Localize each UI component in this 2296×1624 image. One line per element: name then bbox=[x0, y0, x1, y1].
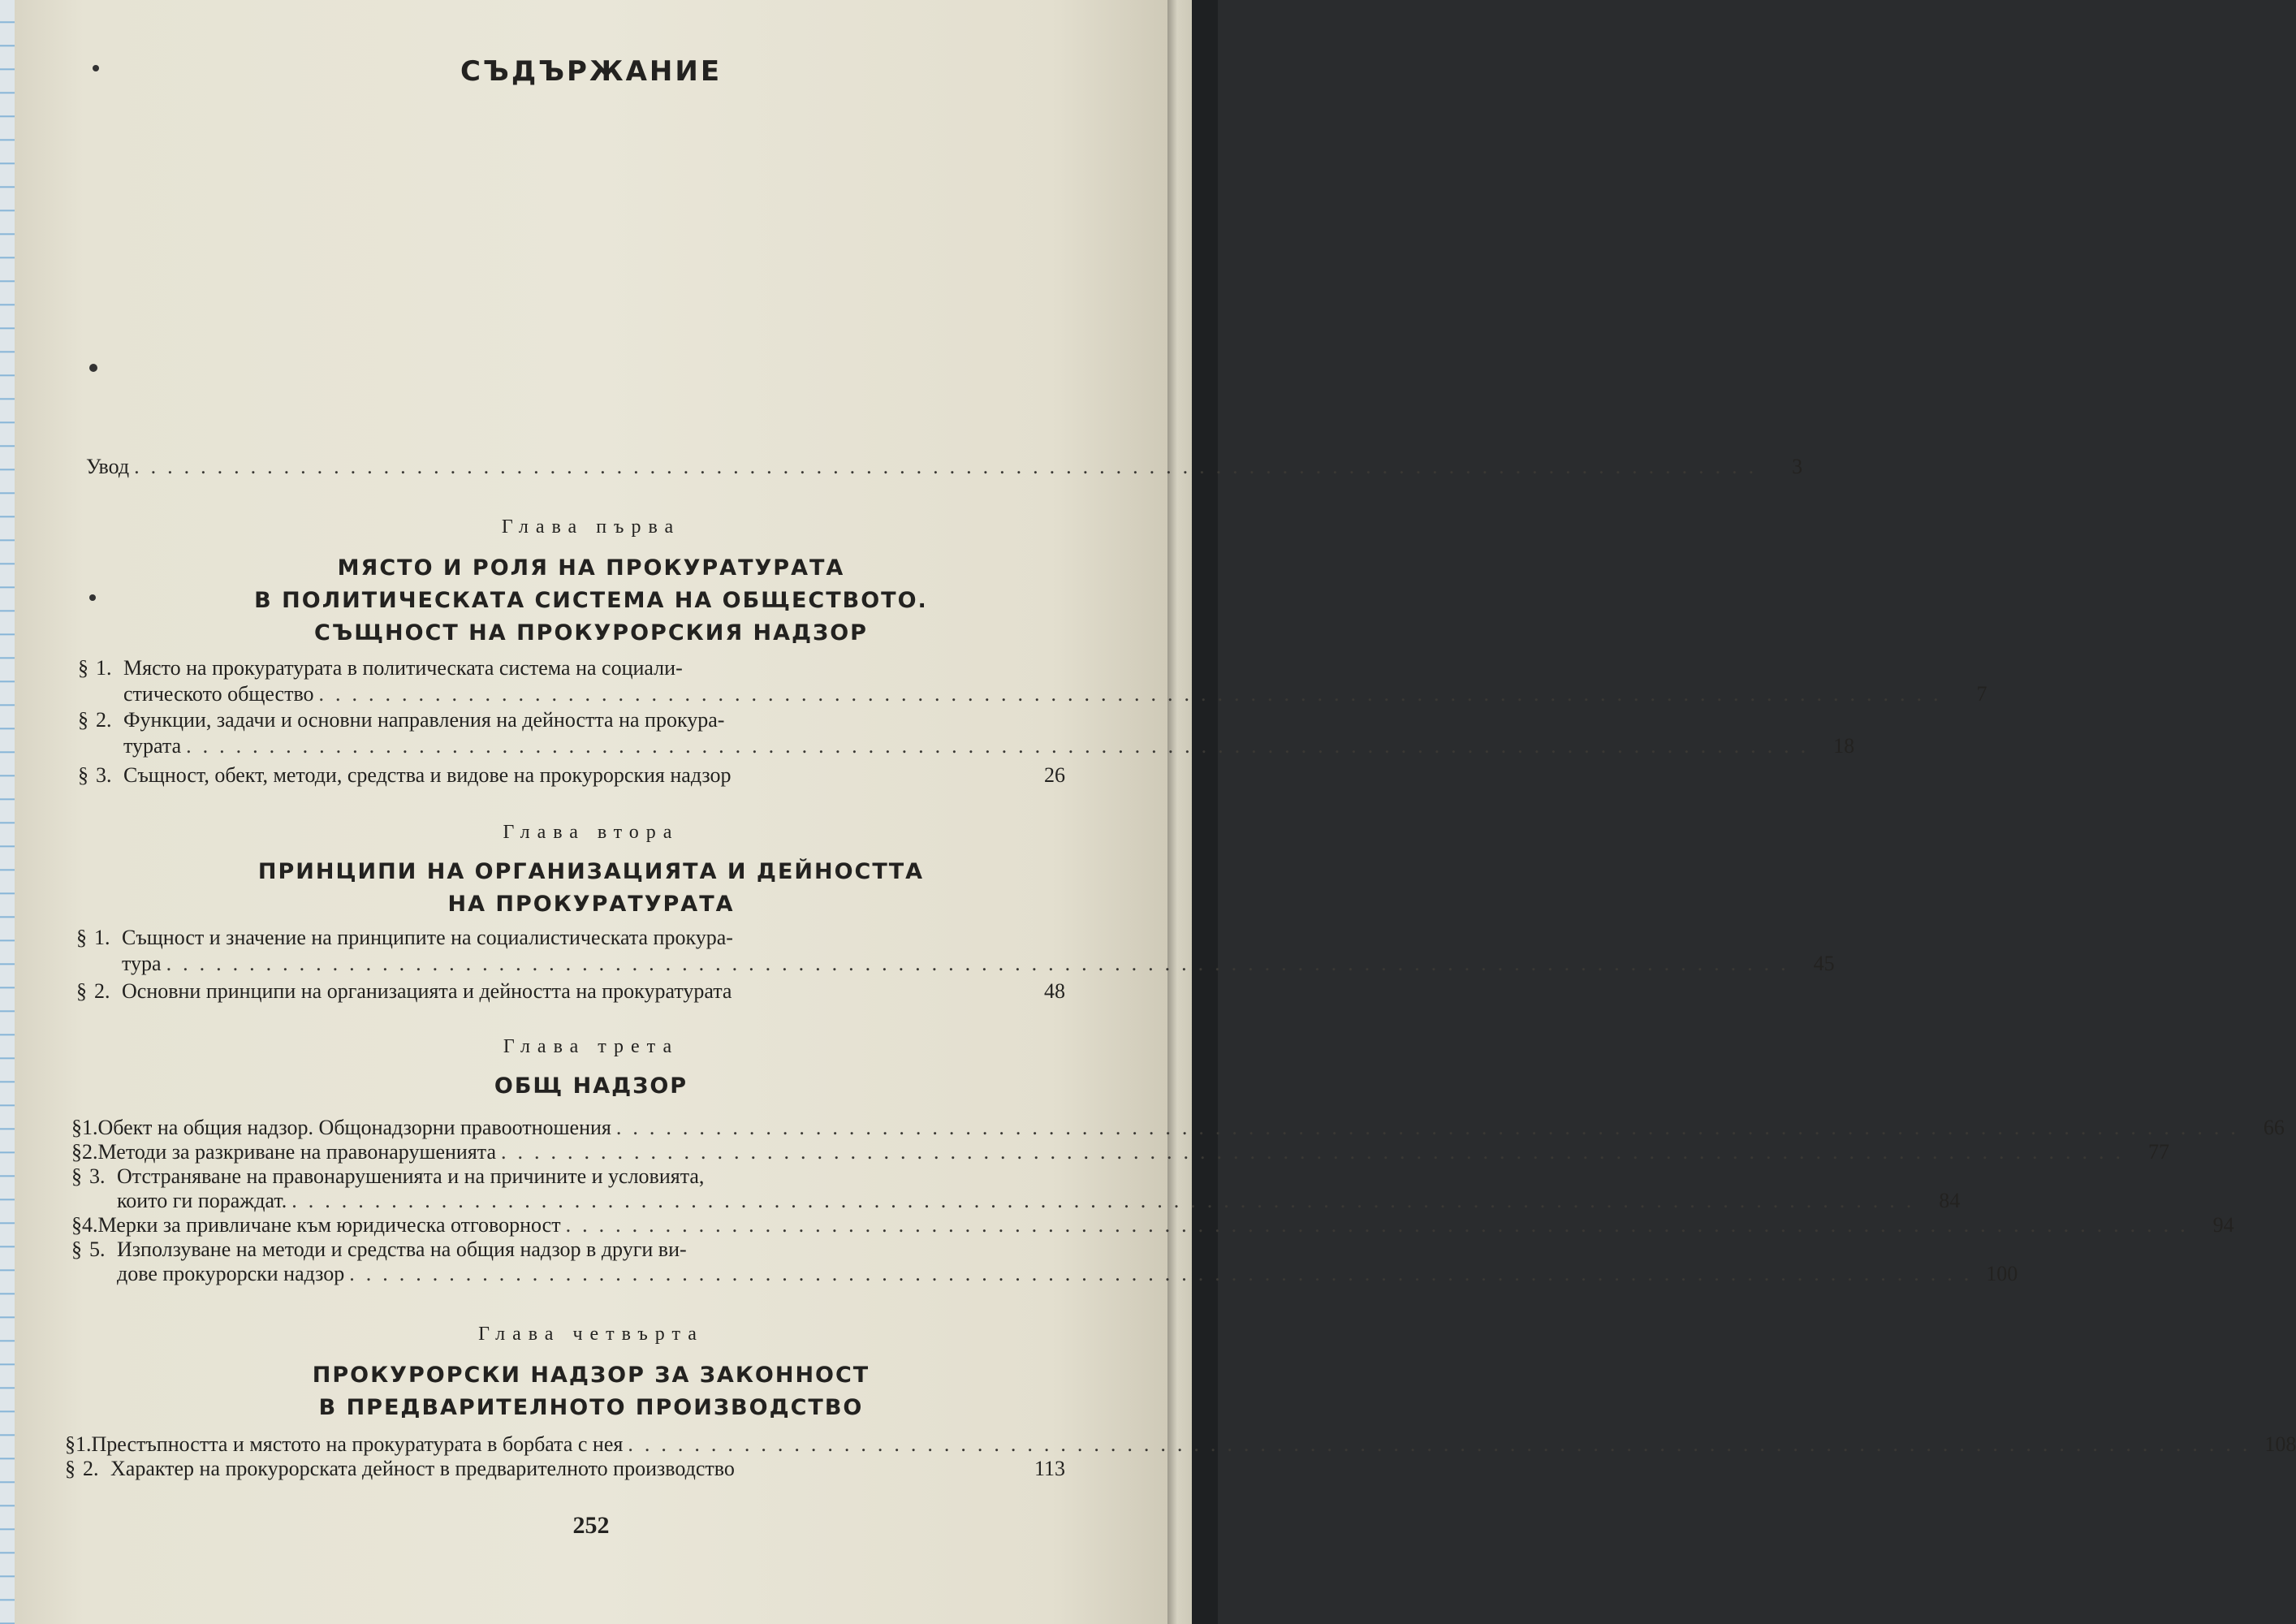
toc-entry-page: 77 bbox=[2148, 1140, 2170, 1164]
toc-entry[interactable]: § 1. Престъпността и мястото на прокуратурата в борбата с нея .................................................................................................. 108 bbox=[65, 1432, 2296, 1456]
toc-entry[interactable]: § 2. Функции, задачи и основни направления на дейността на прокура- bbox=[78, 708, 725, 732]
toc-entry[interactable]: § 5. Използуване на методи и средства на общия надзор в други ви- bbox=[71, 1237, 687, 1261]
toc-entry-page: 18 bbox=[1833, 734, 1855, 758]
leader-dots: .................................................................................................. bbox=[166, 952, 1798, 975]
leader-dots: .................................................................................................. bbox=[501, 1140, 2133, 1164]
leader-dots: .................................................................................................. bbox=[186, 734, 1818, 758]
toc-entry[interactable]: § 1. Обект на общия надзор. Общонадзорни правоотношения .................................................................................................. 66 bbox=[71, 1116, 2285, 1139]
toc-entry-page: 66 bbox=[2263, 1116, 2285, 1139]
toc-entry[interactable]: § 2. Методи за разкриване на правонарушенията .................................................................................................. 77 bbox=[71, 1140, 2170, 1164]
print-speck bbox=[89, 364, 97, 372]
toc-entry-continuation[interactable]: които ги пораждат. .................................................................................................. 84 bbox=[117, 1189, 1961, 1212]
toc-entry-page: 48 bbox=[1044, 979, 1065, 1003]
chapter-4-title: ПРОКУРОРСКИ НАДЗОР ЗА ЗАКОННОСТ В ПРЕДВАРИТЕЛНОТО ПРОИЗВОДСТВО bbox=[312, 1363, 870, 1420]
page-title: СЪДЪРЖАНИЕ bbox=[460, 55, 723, 88]
toc-entry-continuation[interactable]: тура .................................................................................................. 45 bbox=[122, 952, 1835, 975]
toc-entry[interactable]: § 2. Основни принципи на организацията и дейността на прокуратурата 48 bbox=[76, 979, 1065, 1003]
facing-page-edge bbox=[0, 0, 15, 1624]
next-sheet-edge bbox=[1167, 0, 1192, 1624]
toc-entry-page: 108 bbox=[2264, 1432, 2296, 1456]
background bbox=[1192, 0, 1218, 1624]
leader-dots: .................................................................................................. bbox=[565, 1213, 2197, 1237]
chapter-2-label: Глава втора bbox=[503, 822, 680, 843]
toc-entry[interactable]: § 2. Характер на прокурорската дейност в предварителното производство 113 bbox=[65, 1457, 1065, 1480]
book-page bbox=[15, 0, 2296, 1624]
toc-entry[interactable]: § 3. Отстраняване на правонарушенията и на причините и условията, bbox=[71, 1164, 705, 1188]
toc-entry-continuation[interactable]: турата .................................................................................................. 18 bbox=[123, 734, 1855, 758]
leader-dots: .................................................................................................. bbox=[349, 1262, 1981, 1285]
toc-entry-page: 100 bbox=[1986, 1262, 2018, 1285]
toc-entry[interactable]: § 1. Място на прокуратурата в политическата система на социали- bbox=[78, 656, 683, 680]
toc-entry-page: 26 bbox=[1044, 763, 1065, 787]
toc-entry-page: 7 bbox=[1976, 682, 1987, 706]
toc-entry-page: 45 bbox=[1813, 952, 1835, 975]
chapter-1-label: Глава първа bbox=[501, 516, 681, 538]
toc-entry-page: 3 bbox=[1792, 455, 1803, 478]
toc-entry[interactable]: § 3. Същност, обект, методи, средства и видове на прокурорския надзор 26 bbox=[78, 763, 1065, 787]
leader-dots: .................................................................................................. bbox=[628, 1432, 2259, 1456]
chapter-1-title: МЯСТО И РОЛЯ НА ПРОКУРАТУРАТА В ПОЛИТИЧЕСКАТА СИСТЕМА НА ОБЩЕСТВОТО. СЪЩНОСТ НА ПРОКУРОРСКИЯ НАДЗОР bbox=[254, 555, 928, 646]
toc-entry-page: 94 bbox=[2212, 1213, 2234, 1237]
chapter-2-title: ПРИНЦИПИ НА ОРГАНИЗАЦИЯТА И ДЕЙНОСТТА НА ПРОКУРАТУРАТА bbox=[257, 859, 925, 917]
chapter-4-label: Глава четвърта bbox=[478, 1324, 704, 1345]
toc-entry-continuation[interactable]: стическото общество .................................................................................................. 7 bbox=[123, 682, 1987, 706]
leader-dots: .................................................................................................. bbox=[134, 455, 1766, 478]
toc-entry-label: Увод bbox=[86, 455, 130, 478]
toc-entry-intro[interactable] bbox=[86, 455, 1803, 478]
leader-dots: .................................................................................................. bbox=[318, 682, 1950, 706]
toc-entry-continuation[interactable]: дове прокурорски надзор .................................................................................................. 100 bbox=[117, 1262, 2018, 1285]
toc-entry-page: 113 bbox=[1034, 1457, 1065, 1480]
leader-dots: .................................................................................................. bbox=[291, 1189, 1923, 1212]
chapter-3-label: Глава трета bbox=[503, 1036, 680, 1057]
toc-entry-page: 84 bbox=[1939, 1189, 1961, 1212]
page-number: 252 bbox=[572, 1512, 610, 1539]
chapter-3-title: ОБЩ НАДЗОР bbox=[494, 1073, 688, 1099]
toc-entry[interactable]: § 1. Същност и значение на принципите на социалистическата прокура- bbox=[76, 926, 733, 949]
toc-entry[interactable]: § 4. Мерки за привличане към юридическа отговорност .................................................................................................. 94 bbox=[71, 1213, 2234, 1237]
leader-dots: .................................................................................................. bbox=[615, 1116, 2247, 1139]
